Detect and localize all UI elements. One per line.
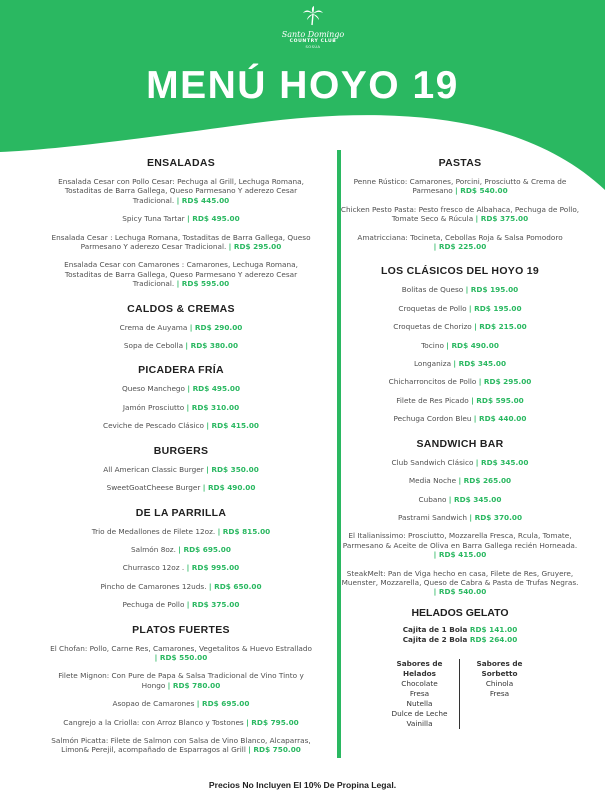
- menu-item-price: | RD$ 650.00: [208, 581, 262, 591]
- menu-item-price: | RD$ 540.00: [433, 587, 487, 597]
- menu-item: [50, 214, 312, 223]
- menu-item-price: | RD$ 195.00: [468, 303, 522, 313]
- menu-item-price: | RD$ 695.00: [178, 544, 231, 554]
- menu-item: [50, 644, 312, 663]
- menu-item: [340, 396, 580, 405]
- menu-item: [340, 341, 580, 350]
- menu-item-price: | RD$ 595.00: [176, 279, 230, 289]
- menu-item-text: Pastrami Sandwich: [397, 512, 468, 522]
- menu-item-text: Ceviche de Pescado Clásico: [102, 421, 205, 431]
- left-column: [50, 157, 312, 764]
- menu-item-price: | RD$ 345.00: [448, 494, 502, 504]
- menu-item-price: | RD$ 540.00: [455, 186, 508, 196]
- menu-item: [340, 233, 580, 252]
- section-heading: DE LA PARRILLA: [135, 506, 227, 519]
- menu-item-text: Filete Mignon: Con Pure de Papa & Salsa Tradicional de Vino Tinto y Hongo: [58, 671, 304, 690]
- menu-item-text: Ensalada Cesar con Pollo Cesar: Pechuga al Grill, Lechuga Romana, Tostaditas de Barra Gallega, Queso Parmesano Y aderezo Cesar Tradicional.: [58, 177, 304, 205]
- menu-item-text: Pincho de Camarones 12uds.: [100, 581, 207, 591]
- menu-item-text: Jamón Prosciutto: [122, 402, 185, 412]
- menu-item-price: | RD$ 995.00: [186, 563, 240, 573]
- helados-column: [381, 659, 460, 729]
- menu-item: [50, 341, 312, 350]
- flavor-item: Chocolate: [401, 678, 438, 688]
- menu-item-text: Spicy Tuna Tartar: [122, 214, 185, 224]
- logo-script: Santo Domingo: [281, 30, 345, 39]
- menu-section: [50, 507, 312, 610]
- section-heading: ENSALADAS: [146, 157, 216, 169]
- menu-item-text: Crema de Auyama: [119, 322, 188, 332]
- menu-item-price: | RD$ 295.00: [228, 242, 282, 252]
- menu-section: [50, 157, 312, 289]
- flavor-item: Chinola: [485, 678, 514, 688]
- menu-item: [50, 384, 312, 393]
- menu-item-text: Croquetas de Pollo: [398, 303, 467, 313]
- section-heading: LOS CLÁSICOS DEL HOYO 19: [380, 265, 540, 278]
- menu-item-text: Ensalada Cesar con Camarones : Camarones, Lechuga Romana, Tostaditas de Barra Gallega, Queso Parmesano Y aderezo Cesar Tradicional.: [64, 260, 298, 289]
- menu-item-price: | RD$ 495.00: [187, 384, 241, 394]
- menu-item-text: Longaniza: [413, 359, 452, 369]
- menu-item-price: | RD$ 595.00: [471, 395, 524, 405]
- menu-item: [340, 322, 580, 331]
- menu-item: [50, 582, 312, 591]
- menu-item-text: Salmón Picatta: Filete de Salmon con Salsa de Vino Blanco, Alcaparras, Limon& Perejil, acompañado de Esparragos al Grill: [51, 735, 311, 755]
- menu-item: [50, 671, 312, 690]
- menu-item-price: | RD$ 215.00: [474, 322, 527, 332]
- menu-item: [340, 476, 580, 485]
- club-logo: [268, 6, 358, 50]
- menu-item: [50, 260, 312, 288]
- menu-item-price: | RD$ 345.00: [475, 457, 529, 467]
- menu-item-text: Filete de Res Picado: [396, 395, 469, 405]
- logo-club: COUNTRY CLUB: [289, 39, 337, 44]
- section-heading: PASTAS: [438, 157, 482, 169]
- menu-item-price: | RD$ 350.00: [206, 464, 259, 474]
- menu-item: [50, 736, 312, 755]
- menu-item-text: Tocino: [421, 340, 444, 350]
- flavor-item: Fresa: [409, 688, 430, 698]
- menu-item: [340, 569, 580, 597]
- sorbetto-heading: Sabores de Sorbetto: [476, 658, 523, 678]
- menu-item-price: | RD$ 780.00: [167, 680, 221, 690]
- palm-tree-icon: [302, 6, 324, 26]
- menu-item: [50, 718, 312, 727]
- menu-item-price: | RD$ 795.00: [246, 717, 299, 727]
- menu-section: [50, 303, 312, 351]
- menu-item-text: Churrasco 12oz .: [122, 563, 185, 573]
- menu-item: [50, 421, 312, 430]
- menu-item-text: El Italianissimo: Prosciutto, Mozzarella Fresca, Rcula, Tomate, Parmesano & Aceite de Oliva en Barra Gallega recién Horneada.: [342, 531, 578, 550]
- menu-item: [340, 304, 580, 313]
- menu-item-price: | RD$ 815.00: [217, 526, 271, 536]
- menu-item-text: SteakMelt: Pan de Viga hecho en casa, Filete de Res, Gruyere, Muenster, Mozzarella, Queso de Cabra & Pasta de Trufas Negras.: [341, 568, 579, 587]
- section-heading: BURGERS: [153, 444, 209, 457]
- menu-item: [50, 177, 312, 205]
- menu-item-price: | RD$ 445.00: [176, 195, 230, 205]
- menu-item-text: Chicharroncitos de Pollo: [388, 377, 477, 387]
- menu-item: [340, 377, 580, 386]
- menu-item-text: Chicken Pesto Pasta: Pesto fresco de Albahaca, Pechuga de Pollo, Tomate Seco & Rúcula: [340, 204, 580, 224]
- menu-item-price: | RD$ 380.00: [185, 341, 239, 351]
- page-title: MENÚ HOYO 19: [146, 64, 459, 107]
- menu-item: [50, 323, 312, 332]
- menu-item-price: | RD$ 415.00: [433, 550, 487, 560]
- menu-item-text: Queso Manchego: [121, 384, 186, 394]
- menu-item-text: Pechuga Cordon Bleu: [393, 414, 472, 424]
- section-heading: PICADERA FRÍA: [138, 364, 224, 377]
- menu-item: [340, 359, 580, 368]
- menu-item-text: SweetGoatCheese Burger: [106, 483, 201, 493]
- menu-item: [340, 177, 580, 196]
- menu-item-text: Club Sandwich Clásico: [391, 457, 474, 467]
- menu-item: [50, 403, 312, 412]
- menu-item-price: | RD$ 415.00: [206, 421, 260, 431]
- menu-item-price: | RD$ 490.00: [446, 340, 499, 350]
- menu-item-price: | RD$ 375.00: [475, 214, 529, 224]
- menu-item-text: Ensalada Cesar : Lechuga Romana, Tostaditas de Barra Gallega, Queso Parmesano Y aderezo Cesar Tradicional.: [51, 232, 311, 252]
- menu-section: [50, 364, 312, 430]
- menu-item: [340, 414, 580, 423]
- menu-item-price: | RD$ 750.00: [248, 745, 301, 755]
- menu-section: [340, 265, 580, 423]
- sorbetto-column: [460, 659, 540, 729]
- menu-item-price: | RD$ 370.00: [469, 512, 523, 522]
- menu-item: [340, 458, 580, 467]
- menu-section: [340, 157, 580, 251]
- menu-item: [340, 205, 580, 224]
- menu-item: [340, 513, 580, 522]
- menu-item-price: | RD$ 345.00: [453, 359, 507, 369]
- flavors-table: [340, 659, 580, 729]
- section-heading: SANDWICH BAR: [416, 437, 504, 450]
- logo-location: SOSÚA: [305, 45, 321, 49]
- menu-item-price: | RD$ 375.00: [186, 600, 240, 610]
- section-heading: CALDOS & CREMAS: [127, 302, 235, 315]
- menu-item-text: Sopa de Cebolla: [123, 341, 184, 351]
- menu-item: [50, 233, 312, 252]
- helados-heading: Sabores de Helados: [396, 658, 443, 678]
- menu-item-text: Salmón 8oz.: [131, 544, 176, 554]
- section-heading: HELADOS GELATO: [411, 606, 509, 619]
- menu-item-text: Asopao de Camarones: [112, 699, 195, 709]
- menu-item: [340, 495, 580, 504]
- menu-item: [50, 563, 312, 572]
- menu-item-price: | RD$ 265.00: [458, 476, 512, 486]
- menu-section: [50, 445, 312, 493]
- section-heading: PLATOS FUERTES: [132, 623, 230, 636]
- menu-item-text: Bolitas de Queso: [401, 285, 464, 295]
- gelato-cajita: Cajita de 1 Bola RD$ 141.00: [402, 624, 518, 634]
- menu-item: [50, 465, 312, 474]
- menu-item: [50, 483, 312, 492]
- right-sections: [340, 157, 580, 597]
- menu-item: [50, 545, 312, 554]
- gelato-cajita: Cajita de 2 Bola RD$ 264.00: [402, 634, 518, 644]
- flavor-item: Vainilla: [406, 718, 433, 728]
- menu-item-text: Trio de Medallones de Filete 12oz.: [91, 526, 216, 536]
- menu-item-price: | RD$ 490.00: [202, 483, 256, 493]
- right-column: [340, 157, 580, 729]
- menu-item: [50, 600, 312, 609]
- menu-item-text: Croquetas de Chorizo: [393, 322, 472, 332]
- menu-item: [340, 285, 580, 294]
- menu-section: [340, 438, 580, 597]
- menu-item: [340, 531, 580, 559]
- menu-item-price: | RD$ 295.00: [478, 377, 532, 387]
- footer-note: Precios No Incluyen El 10% De Propina Legal.: [208, 780, 397, 790]
- menu-item-price: | RD$ 695.00: [196, 699, 250, 709]
- menu-item-text: El Chofan: Pollo, Carne Res, Camarones, Vegetalitos & Huevo Estrallado: [50, 643, 312, 653]
- menu-item-price: | RD$ 290.00: [189, 322, 243, 332]
- menu-section: [50, 624, 312, 755]
- menu-item-text: Cangrejo a la Criolla: con Arroz Blanco y Tostones: [63, 717, 244, 727]
- menu-item-text: Cubano: [418, 494, 447, 504]
- menu-item: [50, 527, 312, 536]
- menu-item-price: | RD$ 550.00: [154, 652, 208, 662]
- flavor-item: Dulce de Leche: [391, 708, 448, 718]
- menu-item: [50, 699, 312, 708]
- flavor-item: Nutella: [406, 698, 433, 708]
- menu-item-text: Media Noche: [408, 476, 457, 486]
- menu-item-price: | RD$ 225.00: [433, 242, 487, 252]
- menu-item-price: | RD$ 310.00: [186, 402, 240, 412]
- menu-item-text: All American Classic Burger: [103, 464, 204, 474]
- menu-item-price: | RD$ 495.00: [187, 214, 240, 224]
- flavor-item: Fresa: [489, 688, 510, 698]
- menu-item-price: | RD$ 440.00: [473, 414, 527, 424]
- menu-item-text: Penne Rústico: Camarones, Porcini, Prosciutto & Crema de Parmesano: [353, 177, 567, 196]
- gelato-section: [340, 607, 580, 729]
- menu-item-price: | RD$ 195.00: [465, 285, 519, 295]
- menu-item-text: Amatricciana: Tocineta, Cebollas Roja & Salsa Pomodoro: [357, 232, 563, 242]
- menu-item-text: Pechuga de Pollo: [122, 600, 185, 610]
